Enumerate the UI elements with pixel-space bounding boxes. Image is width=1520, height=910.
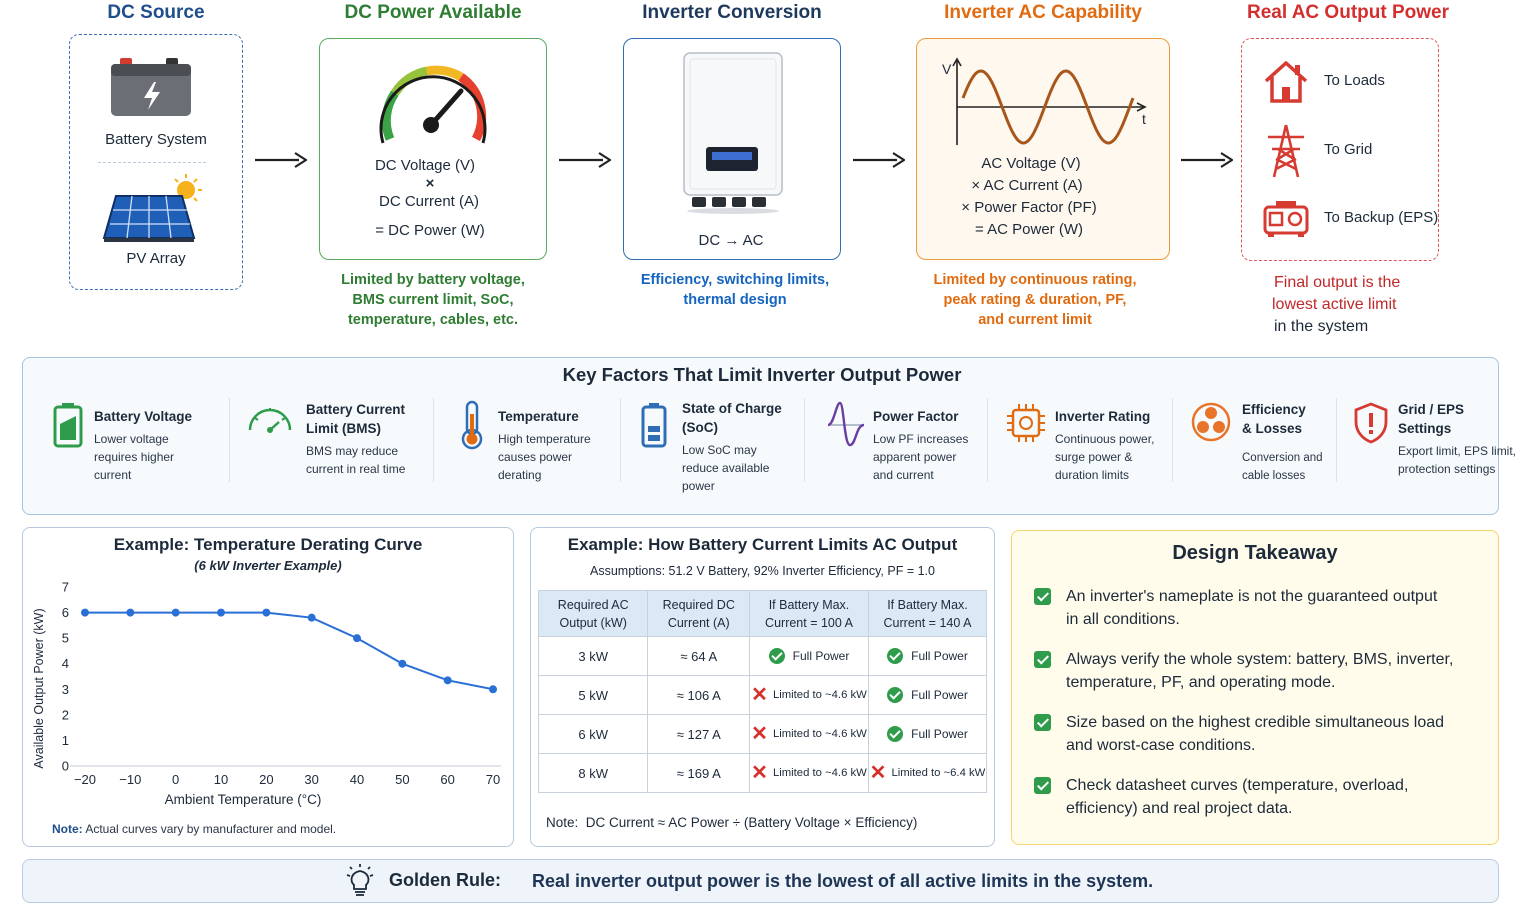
factor-title [1398,400,1516,438]
dc-current-text: DC Current (A) [378,193,479,210]
battery-100a-cell [750,637,869,676]
arrow-right-icon [559,152,611,168]
battery-100a-cell [750,754,869,793]
data-point [217,609,225,617]
takeaway-line: in all conditions. [1066,611,1180,628]
derating-chart [22,575,514,815]
x-tick-label: 50 [395,772,410,787]
check-icon [887,648,903,664]
factor-item [1398,400,1516,478]
factor-title [1055,407,1154,426]
x-tick-label: 20 [259,772,274,787]
golden-rule-label: Golden Rule: [389,870,501,890]
header-line: Current (A) [667,615,730,630]
chart-title: Example: Temperature Derating Curve [113,535,423,554]
y-axis-label: Available Output Power (kW) [32,608,46,769]
factor-title-line: Limit (BMS) [306,421,381,436]
factor-item [1242,400,1323,485]
dc-power-title: DC Power Available [344,2,522,23]
ac-output-cell: 3 kW [539,637,648,676]
cross-icon: ✕ [751,684,768,706]
factor-desc-line: duration limits [1055,468,1130,482]
factor-desc-line: reduce available [682,461,770,475]
status-text: Limited to ~4.6 kW [772,689,867,701]
caption-line [1262,294,1432,316]
table-row [539,715,987,754]
arrow-right-icon [255,152,307,168]
factor-desc [1242,449,1323,485]
sine-wave-icon [937,55,1155,155]
battery-140a-cell [868,676,986,715]
soc-battery-icon [641,402,667,453]
factor-separator [987,398,988,482]
data-point [262,609,270,617]
factor-desc-line: Export limit, EPS limit, [1398,444,1517,458]
factor-title-line: Grid / EPS [1398,402,1465,417]
status-text: Full Power [911,688,968,702]
caption-line: Limited by continuous rating, [933,272,1137,288]
x-tick-label: 10 [213,772,229,787]
dc-power-result-text: = DC Power (W) [375,222,485,239]
status-cell [869,762,986,784]
gauge-icon [246,400,294,445]
dc-current-cell: ≈ 106 A [648,676,750,715]
dc-current-cell: ≈ 64 A [648,637,750,676]
takeaway-title: Design Takeaway [1172,542,1338,564]
chart-subtitle: (6 kW Inverter Example) [194,558,342,573]
takeaway-item [1034,585,1484,631]
takeaway-text [1066,774,1408,820]
battery-140a-cell [868,637,986,676]
factor-desc [873,430,968,484]
derating-series-line [85,613,493,690]
check-icon [1034,777,1051,794]
y-tick-label: 5 [61,630,69,646]
caption-line: temperature, cables, etc. [347,312,519,328]
status-text: Full Power [911,649,968,663]
shield-icon [1353,402,1389,449]
factor-desc-line: BMS may reduce [306,444,399,458]
fan-icon [1191,402,1231,447]
check-icon [887,687,903,703]
factor-item [682,399,782,495]
check-icon [887,726,903,742]
cross-icon: ✕ [751,762,768,784]
factor-title-line: (SoC) [682,420,718,435]
ac-voltage-text: AC Voltage (V) [981,155,1081,172]
table-row [539,637,987,676]
factor-title-line: Temperature [498,409,579,424]
chart-note-text: Actual curves vary by manufacturer and model. [85,822,337,836]
factor-desc-line: Continuous power, [1055,432,1155,446]
takeaway-line: An inverter's nameplate is not the guaranteed output [1066,588,1438,605]
battery-100a-cell [750,715,869,754]
ac-output-cell: 8 kW [539,754,648,793]
takeaway-text [1066,648,1453,694]
caption-line [1262,272,1432,294]
caption-text: lowest active limit [1272,296,1397,313]
factor-title-line: Battery Current [306,402,406,417]
factor-desc-line: and current [873,468,934,482]
pv-array-icon [102,174,208,246]
caption-line: Efficiency, switching limits, [640,272,830,288]
current-limit-table [538,590,987,793]
status-text: Limited to ~4.6 kW [772,767,867,779]
x-tick-label: 0 [172,772,180,787]
factor-item [873,407,968,484]
check-icon [769,648,785,664]
ac-output-caption [1262,272,1432,338]
factor-separator [804,398,805,482]
to-grid-label: To Grid [1324,141,1373,158]
table-header-cell [750,591,869,637]
to-backup-label: To Backup (EPS) [1324,209,1439,226]
factor-separator [620,398,621,482]
axis-v-label: V [942,61,952,77]
generator-icon [1262,199,1310,239]
dc-times-text: × [425,175,435,192]
table-row [539,754,987,793]
inverter-title: Inverter Conversion [642,2,822,23]
factor-title-line: State of Charge [682,401,782,416]
check-icon [1034,714,1051,731]
factor-title [682,399,782,437]
data-point [398,660,406,668]
factor-separator [1336,398,1337,482]
factor-desc [94,430,192,484]
takeaway-line: efficiency) and real project data. [1066,800,1293,817]
takeaway-item [1034,648,1484,694]
factor-desc-line: Low PF increases [873,432,969,446]
caption-line: thermal design [683,292,787,308]
header-line: Required AC [557,597,629,612]
caption-text: in the system [1274,318,1369,335]
factor-desc-line: Low SoC may [682,443,757,457]
status-cell [887,726,968,740]
table-header-cell [539,591,648,637]
factor-desc [498,430,591,484]
header-line: If Battery Max. [887,597,968,612]
ac-output-box [1241,38,1439,261]
factor-separator [229,398,230,482]
takeaway-item [1034,774,1484,820]
header-line: Required DC [662,597,735,612]
check-icon [1034,588,1051,605]
takeaway-item [1034,711,1484,757]
factor-title-line: Battery Voltage [94,409,193,424]
factor-desc-line: current [94,468,132,482]
caption-line: Limited by battery voltage, [341,272,525,288]
status-cell [769,648,850,662]
caption-line [1262,316,1432,338]
caption-line: and current limit [978,312,1092,328]
cross-icon: ✕ [751,723,768,745]
data-point [172,609,180,617]
x-tick-label: 30 [304,772,319,787]
factor-title-line: Power Factor [873,409,959,424]
caption-line: peak rating & duration, PF, [943,292,1127,308]
inverter-caption [622,270,848,310]
transmission-tower-icon [1264,123,1308,179]
data-point [126,609,134,617]
factor-desc-line: High temperature [498,432,591,446]
table-header-cell [868,591,986,637]
factor-item [94,407,192,484]
ac-current-text: × AC Current (A) [971,177,1083,194]
dc-voltage-text: DC Voltage (V) [374,157,476,174]
data-point [353,634,361,642]
axis-t-label: t [1142,111,1146,127]
battery-140a-cell [868,754,986,793]
dc-power-caption [318,270,548,330]
battery-140a-cell [868,715,986,754]
factor-title [94,407,192,426]
pv-array-label: PV Array [126,250,186,267]
dc-source-divider [98,162,206,163]
cross-icon: ✕ [869,762,887,784]
factor-desc-line: requires higher [94,450,175,464]
ac-power-result-text: = AC Power (W) [975,221,1083,238]
factor-title-line: Efficiency [1242,402,1306,417]
factor-desc [1398,442,1516,478]
factor-title [873,407,968,426]
table-header-cell [648,591,750,637]
golden-rule-text: Real inverter output power is the lowest of all active limits in the system. [532,871,1154,891]
takeaway-line: Size based on the highest credible simultaneous load [1066,714,1445,731]
header-line: If Battery Max. [768,597,850,612]
y-tick-label: 4 [61,656,69,672]
factor-title-line: Inverter Rating [1055,409,1151,424]
header-line: Current = 100 A [765,615,853,630]
ac-capability-caption [915,270,1155,330]
to-loads-label: To Loads [1324,72,1385,89]
y-tick-label: 2 [61,707,69,723]
takeaway-text [1066,585,1437,631]
factor-separator [433,398,434,482]
caption-text: Final output is the [1274,274,1401,291]
x-tick-label: 60 [440,772,455,787]
factor-desc-line: Conversion and [1242,452,1323,464]
factor-title-line: & Losses [1242,421,1303,436]
battery-system-label: Battery System [105,131,207,148]
status-cell [751,684,867,706]
chip-icon [1006,403,1046,448]
factor-desc-line: Lower voltage [94,432,169,446]
x-tick-label: 70 [485,772,501,787]
y-tick-label: 6 [61,605,69,621]
dc-to-ac-label: DC → AC [698,232,764,249]
thermometer-icon [458,400,486,455]
table-row [539,676,987,715]
data-point [81,609,89,617]
table-title: Example: How Battery Current Limits AC Output [567,535,958,554]
inverter-box [623,38,841,260]
battery-icon [108,56,194,122]
factor-desc-line: cable losses [1242,470,1306,482]
y-tick-label: 1 [61,732,69,748]
factor-desc-line: derating [498,468,542,482]
factor-title-line: Settings [1398,421,1452,436]
ac-output-cell: 5 kW [539,676,648,715]
status-cell [751,723,867,745]
battery-icon [52,402,84,453]
inverter-device-icon [680,51,786,217]
takeaway-line: temperature, PF, and operating mode. [1066,674,1336,691]
data-point [489,685,497,693]
x-tick-label: −20 [73,772,97,787]
table-body [539,637,987,793]
factor-desc [682,441,782,495]
dc-current-cell: ≈ 127 A [648,715,750,754]
y-tick-label: 3 [61,681,69,697]
takeaway-line: and worst-case conditions. [1066,737,1256,754]
waveform-icon [826,401,866,452]
factor-item [306,400,405,478]
x-tick-label: 40 [349,772,365,787]
battery-100a-cell [750,676,869,715]
factor-desc-line: current in real time [306,462,406,476]
status-cell [887,687,968,701]
data-point [308,614,316,622]
factor-desc-line: protection settings [1398,462,1496,476]
power-factor-text: × Power Factor (PF) [961,199,1097,216]
check-icon [1034,651,1051,668]
takeaway-text [1066,711,1444,757]
arrow-right-icon [853,152,905,168]
table-header-row [539,591,987,637]
header-line: Output (kW) [559,615,627,630]
dc-source-title: DC Source [107,2,205,23]
factor-desc-line: power [682,479,715,493]
gauge-meter-icon [375,61,491,161]
data-point [444,676,452,684]
chart-note-label: Note: [52,822,83,836]
takeaway-line: Check datasheet curves (temperature, overload, [1066,777,1409,794]
factor-desc-line: apparent power [873,450,957,464]
chart-note [52,822,336,836]
lightbulb-icon [344,863,376,899]
ac-capability-box [916,38,1170,260]
status-cell [751,762,867,784]
status-cell [887,648,968,662]
factor-item [498,407,591,484]
header-line: Current = 140 A [883,615,972,630]
status-text: Limited to ~4.6 kW [772,728,867,740]
ac-output-title: Real AC Output Power [1247,2,1449,23]
ac-capability-title: Inverter AC Capability [944,2,1142,23]
dc-current-cell: ≈ 169 A [648,754,750,793]
factor-item [1055,407,1154,484]
factor-desc [306,442,405,478]
status-text: Limited to ~6.4 kW [891,767,986,779]
x-tick-label: −10 [119,772,142,787]
status-text: Full Power [911,727,968,741]
factor-title [498,407,591,426]
x-axis-label: Ambient Temperature (°C) [164,792,322,807]
status-text: Full Power [792,649,850,663]
factor-desc [1055,430,1154,484]
factor-title [306,400,405,438]
y-tick-label: 0 [61,758,69,774]
arrow-right-icon [1181,152,1233,168]
factor-desc-line: surge power & [1055,450,1133,464]
table-assumptions: Assumptions: 51.2 V Battery, 92% Inverter Efficiency, PF = 1.0 [590,564,935,578]
table-note: Note: DC Current ≈ AC Power ÷ (Battery Voltage × Efficiency) [546,815,918,830]
factor-desc-line: causes power [498,450,573,464]
dc-power-box [319,38,547,260]
caption-line: BMS current limit, SoC, [352,292,514,308]
ac-output-cell: 6 kW [539,715,648,754]
key-factors-heading: Key Factors That Limit Inverter Output Power [562,364,962,385]
factor-separator [1172,398,1173,482]
house-icon [1262,59,1310,105]
takeaway-line: Always verify the whole system: battery, BMS, inverter, [1066,651,1454,668]
factor-title [1242,400,1323,438]
takeaway-list [1034,585,1484,837]
y-tick-label: 7 [61,579,69,595]
